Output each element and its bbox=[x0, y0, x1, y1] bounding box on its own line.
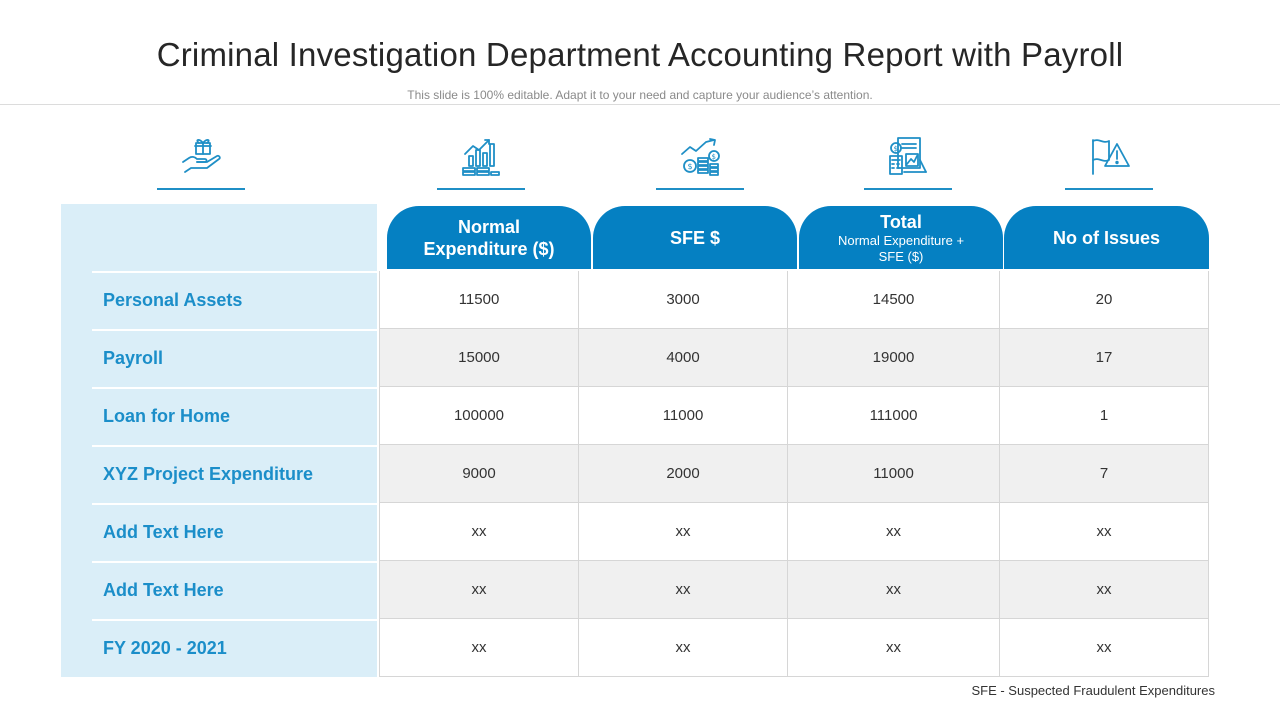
svg-text:$: $ bbox=[687, 162, 693, 171]
gift-hand-icon bbox=[156, 134, 246, 192]
table-cell: xx bbox=[788, 619, 1000, 677]
growth-chart-coins-icon bbox=[436, 134, 526, 192]
column-header-sfe bbox=[593, 206, 797, 269]
column-header-label: Normal Expenditure ($) bbox=[423, 216, 555, 259]
table-cell: 7 bbox=[1000, 445, 1209, 503]
column-header-normal-expenditure bbox=[387, 206, 591, 269]
table-cell: 4000 bbox=[579, 329, 788, 387]
table-cell: xx bbox=[1000, 503, 1209, 561]
table-cell: 9000 bbox=[379, 445, 579, 503]
table-cell: 2000 bbox=[579, 445, 788, 503]
report-calculator-icon bbox=[863, 134, 953, 192]
table-cell: xx bbox=[379, 503, 579, 561]
table-cell: 11500 bbox=[379, 271, 579, 329]
warning-flag-icon bbox=[1064, 134, 1154, 192]
page-subtitle: This slide is 100% editable. Adapt it to your need and capture your audience’s attention. bbox=[407, 88, 873, 102]
footnote: SFE - Suspected Fraudulent Expenditures bbox=[971, 683, 1215, 698]
table-cell: 100000 bbox=[379, 387, 579, 445]
title-divider bbox=[0, 104, 1280, 105]
page-title: Criminal Investigation Department Accounting Report with Payroll bbox=[156, 36, 1124, 73]
column-header-label: SFE $ bbox=[669, 227, 721, 248]
table-cell: 17 bbox=[1000, 329, 1209, 387]
table-cell: xx bbox=[1000, 619, 1209, 677]
column-header-label: No of Issues bbox=[1052, 227, 1161, 248]
table-cell: xx bbox=[788, 561, 1000, 619]
table-cell: 19000 bbox=[788, 329, 1000, 387]
table-cell: xx bbox=[788, 503, 1000, 561]
column-header-total bbox=[799, 206, 1003, 269]
table-cell: 11000 bbox=[579, 387, 788, 445]
table-cell: 20 bbox=[1000, 271, 1209, 329]
table-cell: xx bbox=[379, 619, 579, 677]
table-cell: xx bbox=[379, 561, 579, 619]
table-cell: 11000 bbox=[788, 445, 1000, 503]
table-cell: 14500 bbox=[788, 271, 1000, 329]
svg-text:$: $ bbox=[711, 153, 716, 161]
table-cell: xx bbox=[1000, 561, 1209, 619]
row-label-fy: FY 2020 - 2021 bbox=[92, 619, 377, 675]
row-label-loan-for-home: Loan for Home bbox=[92, 387, 377, 443]
column-header-no-of-issues bbox=[1004, 206, 1209, 269]
column-header-label: Total bbox=[880, 211, 922, 232]
table-cell: xx bbox=[579, 503, 788, 561]
svg-text:$: $ bbox=[893, 145, 898, 153]
table-cell: 111000 bbox=[788, 387, 1000, 445]
row-label-add-text-2: Add Text Here bbox=[92, 561, 377, 617]
table-cell: 3000 bbox=[579, 271, 788, 329]
row-label-add-text-1: Add Text Here bbox=[92, 503, 377, 559]
row-label-payroll: Payroll bbox=[92, 329, 377, 385]
column-header-sublabel: Normal Expenditure + SFE ($) bbox=[837, 232, 965, 264]
table-cell: 1 bbox=[1000, 387, 1209, 445]
table-cell: xx bbox=[579, 619, 788, 677]
row-label-xyz-project: XYZ Project Expenditure bbox=[92, 445, 377, 501]
table-cell: 15000 bbox=[379, 329, 579, 387]
row-label-personal-assets: Personal Assets bbox=[92, 271, 377, 327]
table-cell: xx bbox=[579, 561, 788, 619]
rising-arrow-coins-icon bbox=[655, 134, 745, 192]
